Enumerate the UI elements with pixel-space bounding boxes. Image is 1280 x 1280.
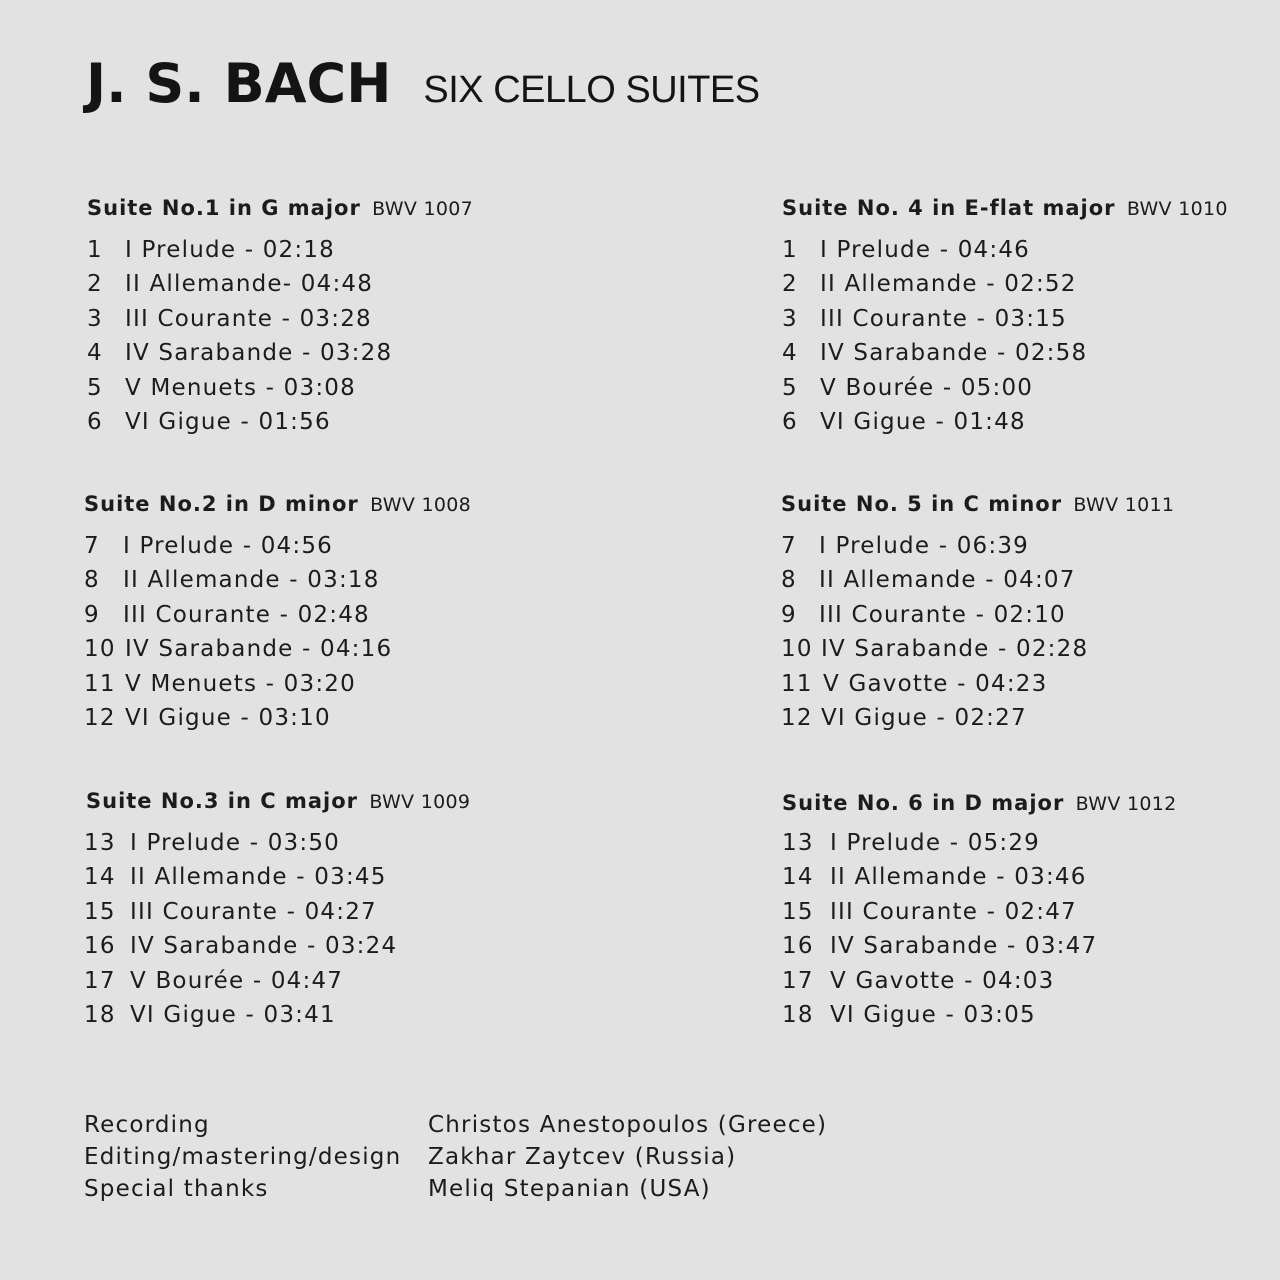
credit-name: Christos Anestopoulos (Greece) [428,1112,828,1138]
track-title: IV Sarabande - 03:24 [130,933,398,960]
track-item [86,929,586,963]
track-number: 14 [84,864,116,891]
credit-role: Recording [84,1112,210,1138]
track-item [782,826,1280,860]
suite-6 [782,788,1280,1032]
track-item [84,701,584,735]
track-item [782,267,1280,301]
track-list [86,826,586,1032]
track-item [781,632,1280,666]
track-number: 12 [781,704,813,731]
track-title: III Courante - 03:15 [820,305,1067,332]
track-title: V Menuets - 03:08 [125,374,356,401]
track-number: 15 [84,898,116,925]
track-list [87,233,587,439]
track-title: I Prelude - 04:56 [123,533,333,559]
track-title: IV Sarabande - 02:28 [821,636,1089,663]
track-number: 17 [782,967,814,994]
track-title: VI Gigue - 01:56 [125,408,331,435]
track-number: 5 [782,374,798,401]
track-item [87,233,587,267]
track-number: 4 [782,340,798,367]
track-title: IV Sarabande - 03:47 [830,933,1098,960]
track-item [782,929,1280,963]
track-number: 9 [781,601,797,628]
track-number: 8 [84,567,100,594]
track-item [84,667,584,701]
track-title: III Courante - 04:27 [130,898,377,925]
track-item [86,826,586,860]
track-title: IV Sarabande - 02:58 [820,340,1088,367]
track-item [87,267,587,301]
track-item [782,895,1280,929]
track-title: V Gavotte - 04:23 [823,670,1048,697]
track-list [781,529,1280,735]
track-title: I Prelude - 02:18 [125,237,335,263]
suite-title [87,193,587,223]
track-number: 6 [87,408,103,435]
work-title: SIX CELLO SUITES [423,69,760,111]
track-item [781,667,1280,701]
composer-name: J. S. BACH [86,52,392,115]
track-item [782,964,1280,998]
track-list [782,233,1280,439]
track-title: V Bourée - 04:47 [130,967,344,994]
suite-title [781,489,1280,519]
track-item [87,336,587,370]
suite-3 [86,786,586,1032]
suite-4 [782,193,1280,439]
track-number: 16 [84,933,116,960]
track-number: 7 [84,533,100,559]
album-header [86,52,760,115]
track-title: I Prelude - 04:46 [820,237,1030,263]
track-item [84,529,584,563]
track-title: I Prelude - 05:29 [830,830,1040,856]
bwv-number: BWV 1012 [1075,793,1177,815]
track-number: 3 [782,305,798,332]
track-number: 11 [781,670,813,697]
track-title: VI Gigue - 03:05 [830,1001,1036,1028]
track-item [782,371,1280,405]
track-number: 10 [84,636,116,663]
track-number: 7 [781,533,797,559]
track-title: IV Sarabande - 03:28 [125,340,393,367]
track-number: 9 [84,601,100,628]
bwv-number: BWV 1010 [1126,198,1228,220]
track-item [782,998,1280,1032]
suite-title [86,786,586,816]
credit-row [84,1141,827,1173]
suite-title [782,788,1280,818]
suite-name: Suite No. 6 in D major [782,791,1065,815]
track-title: IV Sarabande - 04:16 [125,636,393,663]
track-number: 10 [781,636,813,663]
track-title: III Courante - 03:28 [125,305,372,332]
credit-role: Editing/mastering/design [84,1144,402,1170]
track-title: I Prelude - 03:50 [130,830,340,856]
bwv-number: BWV 1008 [370,494,472,516]
track-number: 2 [782,271,798,298]
track-title: V Bourée - 05:00 [820,374,1034,401]
track-title: VI Gigue - 01:48 [820,408,1026,435]
track-title: VI Gigue - 02:27 [821,704,1027,731]
track-number: 13 [84,830,116,856]
suite-title [782,193,1280,223]
track-number: 14 [782,864,814,891]
track-number: 5 [87,374,103,401]
suite-name: Suite No.1 in G major [87,196,361,220]
credit-role: Special thanks [84,1176,269,1202]
suite-name: Suite No.3 in C major [86,789,358,813]
track-number: 1 [87,237,103,263]
track-number: 3 [87,305,103,332]
track-item [84,598,584,632]
track-item [86,895,586,929]
track-title: III Courante - 02:48 [123,601,370,628]
bwv-number: BWV 1009 [369,791,471,813]
suite-name: Suite No. 5 in C minor [781,492,1063,516]
credit-row [84,1109,827,1141]
track-item [87,371,587,405]
track-item [84,632,584,666]
bwv-number: BWV 1011 [1073,494,1175,516]
track-list [84,529,584,735]
track-item [781,563,1280,597]
track-item [782,302,1280,336]
track-number: 16 [782,933,814,960]
track-item [87,302,587,336]
track-item [782,860,1280,894]
track-number: 17 [84,967,116,994]
track-title: VI Gigue - 03:41 [130,1001,336,1028]
credit-name: Zakhar Zaytcev (Russia) [428,1144,737,1170]
track-item [782,405,1280,439]
track-number: 12 [84,704,116,731]
track-number: 18 [782,1001,814,1028]
track-item [84,563,584,597]
track-number: 8 [781,567,797,594]
track-item [782,336,1280,370]
track-item [781,529,1280,563]
track-item [86,998,586,1032]
credit-name: Meliq Stepanian (USA) [428,1176,711,1202]
bwv-number: BWV 1007 [372,198,474,220]
track-number: 1 [782,237,798,263]
track-item [781,598,1280,632]
track-title: II Allemande - 02:52 [820,271,1077,298]
track-item [782,233,1280,267]
suite-name: Suite No. 4 in E-flat major [782,196,1116,220]
track-item [87,405,587,439]
track-list [782,826,1280,1032]
track-title: V Gavotte - 04:03 [830,967,1055,994]
suite-title [84,489,584,519]
credit-row [84,1173,827,1205]
suite-2 [84,489,584,735]
suite-name: Suite No.2 in D minor [84,492,359,516]
track-title: VI Gigue - 03:10 [125,704,331,731]
track-item [781,701,1280,735]
suite-1 [87,193,587,439]
track-number: 2 [87,271,103,298]
track-item [86,860,586,894]
track-title: II Allemande - 04:07 [819,567,1076,594]
credits [84,1109,827,1205]
track-title: II Allemande- 04:48 [125,271,374,298]
track-number: 11 [84,670,116,697]
track-number: 15 [782,898,814,925]
track-title: V Menuets - 03:20 [125,670,356,697]
track-title: III Courante - 02:47 [830,898,1077,925]
track-number: 4 [87,340,103,367]
track-title: II Allemande - 03:45 [130,864,387,891]
track-number: 13 [782,830,814,856]
track-item [86,964,586,998]
track-title: I Prelude - 06:39 [819,533,1029,559]
track-title: II Allemande - 03:18 [123,567,380,594]
track-number: 18 [84,1001,116,1028]
track-title: II Allemande - 03:46 [830,864,1087,891]
track-title: III Courante - 02:10 [819,601,1066,628]
track-number: 6 [782,408,798,435]
suite-5 [781,489,1280,735]
